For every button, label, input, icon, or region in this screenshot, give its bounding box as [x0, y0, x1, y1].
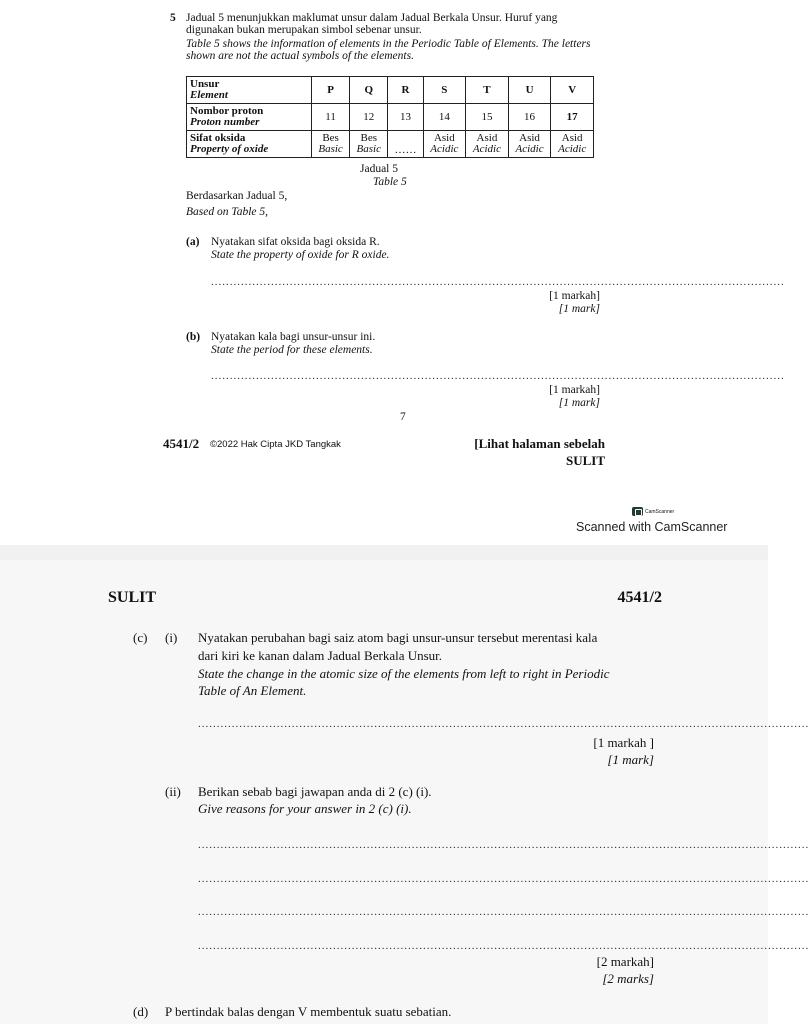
question-c-ii-label: (ii)	[165, 784, 181, 799]
based-on-english: Based on Table 5,	[186, 206, 268, 218]
proton-cell: 17	[551, 104, 594, 131]
question-c-i-malay-line2: dari kiri ke kanan dalam Jadual Berkala Unsur.	[198, 648, 443, 663]
question-d-label: (d)	[133, 1004, 149, 1019]
oxide-cell: Bes Basic	[350, 131, 388, 158]
question-b-english: State the period for these elements.	[211, 344, 373, 356]
answer-line-c-ii-2[interactable]: ...................................................................................................................................................................	[198, 873, 809, 885]
footer-sulit: SULIT	[565, 453, 605, 468]
oxide-cell: Asid Acidic	[466, 131, 509, 158]
footer-copyright: ©2022 Hak Cipta JKD Tangkak	[210, 439, 341, 450]
question-c-i-english-line2: Table of An Element.	[198, 683, 307, 698]
question-a-marks-malay: [1 markah]	[549, 290, 600, 302]
page-two	[0, 560, 809, 1024]
proton-cell: 13	[388, 104, 423, 131]
question-b-label: (b)	[186, 331, 201, 343]
proton-cell: 15	[466, 104, 509, 131]
element-cell: R	[388, 77, 423, 104]
question-c-ii-marks-english: [2 marks]	[602, 971, 654, 986]
question-c-ii-malay: Berikan sebab bagi jawapan anda di 2 (c) (i).	[198, 784, 432, 799]
footer-next-page: [Lihat halaman sebelah	[474, 436, 605, 451]
header-element-cell: Unsur Element	[187, 77, 312, 104]
question-c-i-marks-malay: [1 markah ]	[593, 735, 654, 750]
question-c-ii-english: Give reasons for your answer in 2 (c) (i).	[198, 801, 412, 816]
oxide-cell: Asid Acidic	[508, 131, 551, 158]
header-oxide-cell: Sifat oksida Property of oxide	[187, 131, 312, 158]
question-c-i-malay-line1: Nyatakan perubahan bagi saiz atom bagi unsur-unsur tersebut merentasi kala	[198, 630, 598, 645]
proton-cell: 14	[423, 104, 466, 131]
table-row	[187, 131, 594, 158]
question-a-marks-english: [1 mark]	[558, 303, 600, 315]
header-proton-cell: Nombor proton Proton number	[187, 104, 312, 131]
answer-line-b[interactable]: .........................................................................................................................................................	[211, 370, 785, 382]
question-a-label: (a)	[186, 236, 200, 248]
question-b-marks-malay: [1 markah]	[549, 384, 600, 396]
page-header-code: 4541/2	[617, 589, 662, 606]
table-row	[187, 104, 594, 131]
oxide-cell-blank: ……	[388, 131, 423, 158]
question-5-malay-line1: Jadual 5 menunjukkan maklumat unsur dalam Jadual Berkala Unsur. Huruf yang	[186, 12, 558, 24]
footer-code: 4541/2	[163, 436, 200, 451]
question-c-ii-marks-malay: [2 markah]	[596, 954, 654, 969]
question-c-i-label: (i)	[165, 630, 178, 645]
answer-line-c-ii-1[interactable]: ...................................................................................................................................................................	[198, 839, 809, 851]
answer-line-c-i[interactable]: ...................................................................................................................................................................	[198, 718, 809, 730]
table-row	[187, 77, 594, 104]
answer-line-c-ii-3[interactable]: ...................................................................................................................................................................	[198, 906, 809, 918]
question-c-i-english-line1: State the change in the atomic size of the elements from left to right in Periodic	[198, 666, 610, 681]
question-d-malay: P bertindak balas dengan V membentuk suatu sebatian.	[165, 1004, 452, 1019]
question-a-malay: Nyatakan sifat oksida bagi oksida R.	[211, 236, 380, 248]
element-cell: P	[312, 77, 350, 104]
page-number: 7	[400, 411, 406, 423]
element-table	[186, 76, 594, 158]
camscanner-caption: Scanned with CamScanner	[576, 520, 728, 534]
element-cell: T	[466, 77, 509, 104]
question-b-marks-english: [1 mark]	[558, 397, 600, 409]
question-c-label: (c)	[133, 630, 148, 645]
oxide-cell: Asid Acidic	[423, 131, 466, 158]
question-b-malay: Nyatakan kala bagi unsur-unsur ini.	[211, 331, 376, 343]
oxide-cell: Asid Acidic	[551, 131, 594, 158]
question-5-malay-line2: digunakan bukan merupakan simbol sebenar unsur.	[186, 24, 422, 36]
question-5-english-line2: shown are not the actual symbols of the elements.	[186, 50, 414, 62]
question-5-number: 5	[170, 12, 176, 24]
proton-cell: 11	[312, 104, 350, 131]
camscanner-mark: CamScanner	[632, 507, 674, 516]
question-a-english: State the property of oxide for R oxide.	[211, 249, 390, 261]
element-cell: S	[423, 77, 466, 104]
element-cell: U	[508, 77, 551, 104]
element-cell: Q	[350, 77, 388, 104]
page-header-sulit: SULIT	[108, 589, 157, 606]
answer-line-a[interactable]: .........................................................................................................................................................	[211, 276, 785, 288]
table-caption-english: Table 5	[373, 176, 407, 188]
answer-line-c-ii-4[interactable]: ...................................................................................................................................................................	[198, 940, 809, 952]
proton-cell: 12	[350, 104, 388, 131]
element-cell: V	[551, 77, 594, 104]
based-on-malay: Berdasarkan Jadual 5,	[186, 190, 288, 202]
table-caption-malay: Jadual 5	[360, 163, 399, 175]
camscanner-logo-icon	[632, 507, 643, 516]
question-c-i-marks-english: [1 mark]	[607, 752, 654, 767]
oxide-cell: Bes Basic	[312, 131, 350, 158]
page-separator	[0, 545, 768, 560]
question-5-english-line1: Table 5 shows the information of elements in the Periodic Table of Elements. The letters	[186, 38, 591, 50]
proton-cell: 16	[508, 104, 551, 131]
